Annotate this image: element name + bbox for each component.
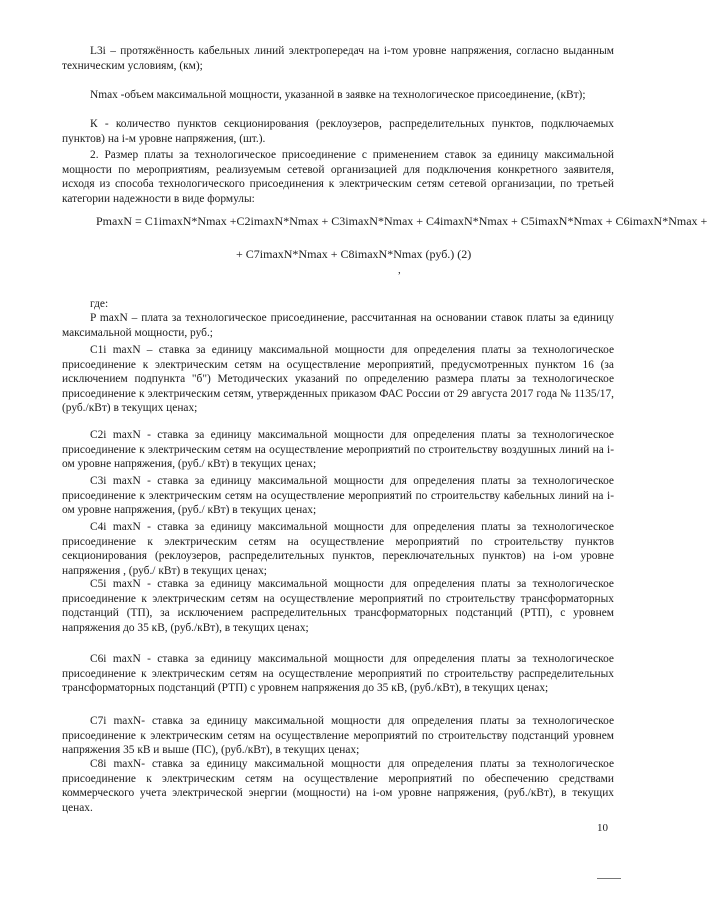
paragraph-c1: C1i maxN – ставка за единицу максимальной мощности для определения платы за технологическое присоединение к электрическим сетям на осуществление мероприятий, предусмотренных пунктом 16 (за исключением подпункта "б") Методических указаний по определению размера платы за технологическое присоединение к электрическим сетям, утвержденных приказом ФАС России от 29 августа 2017 года № 1135/17, (руб./кВт) в текущих ценах; <box>62 344 614 415</box>
paragraph-pmax: P maxN – плата за технологическое присоединение, рассчитанная на основании ставок платы за единицу максимальной мощности, руб.; <box>62 312 614 339</box>
paragraph-l3: L3i – протяжённость кабельных линий электропередач на i-том уровне напряжения, согласно выданным техническим условиям, (км); <box>62 45 614 72</box>
paragraph-c5: C5i maxN - ставка за единицу максимальной мощности для определения платы за технологическое присоединение к электрическим сетям на осуществление мероприятий по строительству трансформаторных подстанций (ТП), за исключением распределительных трансформаторных подстанций (РТП), с уровнем напряжения до 35 кВ, (руб./кВт), в текущих ценах; <box>62 578 614 634</box>
stray-comma: , <box>398 264 401 276</box>
paragraph-c8: C8i maxN- ставка за единицу максимальной мощности для определения платы за технологическое присоединение к электрическим сетям на осуществление мероприятий по обеспечению средствами коммерческого учета электрической энергии (мощности) на i-ом уровне напряжения, (руб./кВт), в текущих ценах. <box>62 758 614 814</box>
paragraph-c3: C3i maxN - ставка за единицу максимальной мощности для определения платы за технологическое присоединение к электрическим сетям на осуществление мероприятий по строительству кабельных линий на i-ом уровне напряжения, (руб./ кВт) в текущих ценах; <box>62 475 614 517</box>
paragraph-c6: C6i maxN - ставка за единицу максимальной мощности для определения платы за технологическое присоединение к электрическим сетям на осуществление мероприятий по строительству распределительных трансформаторных подстанций (РТП) с уровнем напряжения до 35 кВ, (руб./кВт), в текущих ценах; <box>62 653 614 695</box>
formula-line-1: PmaxN = C1imaxN*Nmax +C2imaxN*Nmax + C3imaxN*Nmax + C4imaxN*Nmax + C5imaxN*Nmax + C6imaxN*Nmax + <box>96 214 707 228</box>
formula-line-2: + C7imaxN*Nmax + C8imaxN*Nmax (руб.) (2) <box>236 247 472 261</box>
scan-mark <box>597 878 621 879</box>
paragraph-c7: C7i maxN- ставка за единицу максимальной мощности для определения платы за технологическое присоединение к электрическим сетям на осуществление мероприятий по строительству подстанций уровнем напряжения 35 кВ и выше (ПС), (руб./кВт), в текущих ценах; <box>62 715 614 757</box>
page-number: 10 <box>597 822 608 834</box>
paragraph-2: 2. Размер платы за технологическое присоединение с применением ставок за единицу максимальной мощности по мероприятиям, реализуемым сетевой организацией для подключения конкретного заявителя, исходя из способа технологического присоединения к электрическим сетям сетевой организации, по третьей категории надежности в виде формулы: <box>62 149 614 205</box>
where-label: где: <box>90 298 109 310</box>
paragraph-c4: C4i maxN - ставка за единицу максимальной мощности для определения платы за технологическое присоединение к электрическим сетям на осуществление мероприятий по строительству пунктов секционирования (реклоузеров, распределительных пунктов, переключательных пунктов) на i-ом уровне напряжения , (руб./ кВт) в текущих ценах; <box>62 521 614 577</box>
paragraph-k: К - количество пунктов секционирования (реклоузеров, распределительных пунктов, подключаемых пунктов) на i-м уровне напряжения, (шт.). <box>62 118 614 145</box>
paragraph-nmax: Nmax -объем максимальной мощности, указанной в заявке на технологическое присоединение, (кВт); <box>90 89 586 101</box>
paragraph-c2: C2i maxN - ставка за единицу максимальной мощности для определения платы за технологическое присоединение к электрическим сетям на осуществление мероприятий по строительству воздушных линий на i-ом уровне напряжения, (руб./ кВт) в текущих ценах; <box>62 429 614 471</box>
